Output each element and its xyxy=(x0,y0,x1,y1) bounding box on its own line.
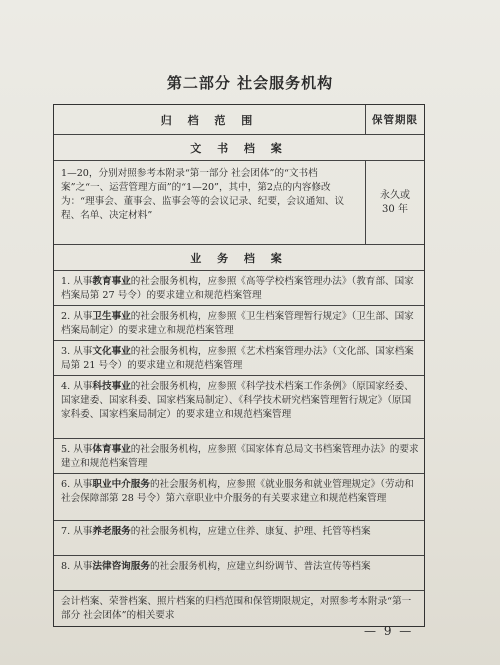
table-row: 4. 从事科技事业的社会服务机构，应参照《科学技术档案工作条例》（原国家经委、国家建委、国家科委、国家档案局制定）、《科学技术研究档案管理暂行规定》（原国家科委、国家档案局制定）的要求建立和规范档案管理 xyxy=(54,376,424,439)
table-row: 会计档案、荣誉档案、照片档案的归档范围和保管期限规定，对照参考本附录“第一部分 社会团体”的相关要求 xyxy=(61,596,412,621)
header-scope: 归 档 范 围 xyxy=(54,105,366,134)
table-row: 6. 从事职业中介服务的社会服务机构，应参照《就业服务和就业管理规定》（劳动和社会保障部第 28 号令）第六章职业中介服务的有关要求建立和规范档案管理 xyxy=(54,474,424,521)
table-row: 5. 从事体育事业的社会服务机构，应参照《国家体育总局文书档案管理办法》的要求建立和规范档案管理 xyxy=(54,439,424,474)
page-number: — 9 — xyxy=(364,624,414,638)
wenshu-period-line1: 永久或 xyxy=(380,189,410,201)
table-row: 2. 从事卫生事业的社会服务机构，应参照《卫生档案管理暂行规定》（卫生部、国家档案局制定）的要求建立和规范档案管理 xyxy=(54,306,424,341)
section-yewu: 业 务 档 案 xyxy=(54,245,424,271)
table-header-row xyxy=(54,105,424,135)
wenshu-scope-text: 1—20，分别对照参考本附录“第一部分 社会团体”的“文书档案”之“一、运营管理方面”的“1—20”，其中，第2点的内容修改为：“理事会、董事会、监事会等的会议记录、纪要，会议通知、议程、名单、决定材料” xyxy=(54,161,366,244)
wenshu-row xyxy=(54,161,424,245)
table-row: 8. 从事法律咨询服务的社会服务机构，应建立纠纷调节、普法宣传等档案 xyxy=(54,556,424,591)
table-row: 3. 从事文化事业的社会服务机构，应参照《艺术档案管理办法》（文化部、国家档案局第 21 号令）的要求建立和规范档案管理 xyxy=(54,341,424,376)
wenshu-period-line2: 30 年 xyxy=(382,203,408,215)
table-row: 7. 从事养老服务的社会服务机构，应建立住养、康复、护理、托管等档案 xyxy=(54,521,424,556)
section-wenshu: 文 书 档 案 xyxy=(54,135,424,161)
archive-table xyxy=(53,104,425,627)
header-period: 保管期限 xyxy=(372,114,418,126)
table-row: 1. 从事教育事业的社会服务机构，应参照《高等学校档案管理办法》（教育部、国家档案局第 27 号令）的要求建立和规范档案管理 xyxy=(54,271,424,306)
page-title: 第二部分 社会服务机构 xyxy=(166,74,334,92)
wenshu-period xyxy=(366,161,424,244)
